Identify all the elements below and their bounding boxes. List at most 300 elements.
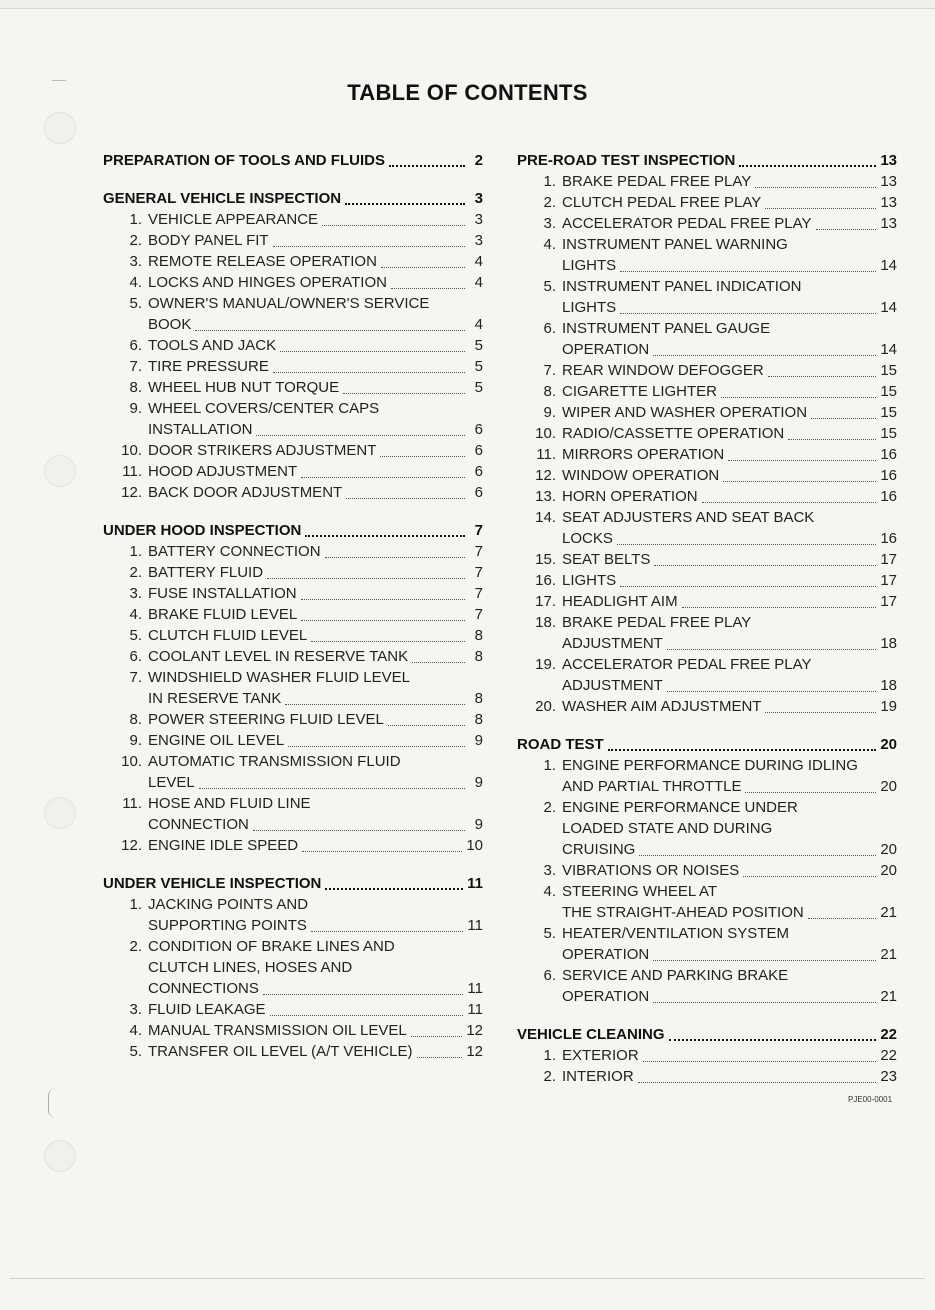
toc-entry [517,965,897,986]
toc-entry-text: THE STRAIGHT-AHEAD POSITION [562,904,804,921]
toc-entry [103,793,483,814]
toc-entry-text: VIBRATIONS OR NOISES [562,862,740,879]
toc-entry-text: BRAKE PEDAL FREE PLAY [562,173,752,190]
toc-page-number: 15 [880,362,897,379]
toc-entry-text: INTERIOR [562,1068,634,1085]
toc-entry-number: 2. [129,232,142,249]
toc-entry-number: 6. [543,320,556,337]
toc-page-number: 5 [474,337,483,354]
toc-entry-number: 16. [535,572,556,589]
toc-page-number: 11 [467,875,483,892]
toc-entry [103,251,483,272]
dot-leader [417,1056,463,1058]
toc-entry [517,696,897,717]
dot-leader [288,745,465,747]
toc-entry-text: CLUTCH PEDAL FREE PLAY [562,194,762,211]
toc-page-number: 9 [474,732,483,749]
toc-entry [103,957,483,978]
toc-entry-text: LOCKS [562,530,613,547]
toc-entry-text: BATTERY CONNECTION [148,543,321,560]
toc-entry-text: CONNECTION [148,816,249,833]
toc-entry [517,797,897,818]
toc-page-number: 16 [880,446,897,463]
toc-entry-number: 18. [535,614,556,631]
dot-leader [728,459,876,461]
toc-page-number: 5 [474,358,483,375]
toc-entry [103,482,483,503]
toc-entry-text: RADIO/CASSETTE OPERATION [562,425,785,442]
punch-hole [44,455,76,487]
toc-entry-number: 9. [543,404,556,421]
dot-leader [653,959,876,961]
toc-entry [103,440,483,461]
toc-entry [517,986,897,1007]
toc-entry [517,402,897,423]
toc-page-number: 2 [474,152,483,169]
toc-entry-number: 1. [129,211,142,228]
toc-entry [517,1045,897,1066]
toc-entry-number: 2. [543,1068,556,1085]
dot-leader [343,392,465,394]
dot-leader [346,497,465,499]
toc-entry-text: BACK DOOR ADJUSTMENT [148,484,343,501]
toc-page-number: 17 [880,551,897,568]
toc-page-number: 7 [474,543,483,560]
toc-entry-text: LIGHTS [562,257,617,274]
toc-entry-text: TRANSFER OIL LEVEL (A/T VEHICLE) [148,1043,413,1060]
toc-entry-text: LEVEL [148,774,195,791]
toc-entry [517,860,897,881]
dot-leader [643,1060,877,1062]
toc-page-number: 20 [880,841,897,858]
toc-entry-text: BRAKE PEDAL FREE PLAY [562,614,752,631]
toc-entry-number: 4. [129,606,142,623]
toc-entry [103,314,483,335]
toc-page-number: 7 [474,522,483,539]
dot-leader [739,164,876,167]
toc-page-number: 4 [474,316,483,333]
dot-leader [667,690,876,692]
toc-entry-text: COOLANT LEVEL IN RESERVE TANK [148,648,409,665]
toc-section [103,873,483,1062]
toc-page-number: 19 [880,698,897,715]
dot-leader [723,480,876,482]
toc-entry-text: INSTRUMENT PANEL GAUGE [562,320,771,337]
toc-entry [517,839,897,860]
toc-entry-text: ADJUSTMENT [562,677,663,694]
toc-entry-text: CRUISING [562,841,636,858]
toc-entry [103,835,483,856]
dot-leader [639,854,876,856]
dot-leader [325,556,465,558]
toc-entry-number: 8. [543,383,556,400]
punch-hole [44,112,76,144]
toc-entry [517,755,897,776]
dot-leader [285,703,465,705]
toc-entry-text: CLUTCH FLUID LEVEL [148,627,308,644]
toc-entry-text: ENGINE PERFORMANCE UNDER [562,799,798,816]
toc-page-number: 20 [880,778,897,795]
toc-entry-number: 4. [129,274,142,291]
dot-leader [325,887,463,890]
toc-heading [103,520,483,541]
dot-leader [322,224,465,226]
dot-leader [263,993,464,995]
dot-leader [253,829,465,831]
toc-entry-number: 2. [543,194,556,211]
toc-entry-number: 17. [535,593,556,610]
toc-entry-text: SERVICE AND PARKING BRAKE [562,967,789,984]
toc-page-number: 11 [467,980,483,997]
toc-entry [517,360,897,381]
toc-entry [517,465,897,486]
dot-leader [620,270,876,272]
toc-entry-text: BATTERY FLUID [148,564,264,581]
toc-entry-text: WHEEL COVERS/CENTER CAPS [148,400,380,417]
toc-page-number: 12 [466,1043,483,1060]
toc-page-number: 20 [880,862,897,879]
toc-entry-text: LOCKS AND HINGES OPERATION [148,274,387,291]
toc-entry [103,730,483,751]
toc-entry-number: 4. [543,236,556,253]
dot-leader [743,875,876,877]
dot-leader [617,543,876,545]
toc-page-number: 23 [880,1068,897,1085]
toc-entry-number: 11. [122,463,142,480]
toc-entry [517,423,897,444]
toc-entry-number: 5. [543,925,556,942]
toc-entry-text: SUPPORTING POINTS [148,917,307,934]
toc-section [517,734,897,1007]
toc-page-number: 22 [880,1026,897,1043]
toc-page-number: 13 [880,215,897,232]
toc-entry-text: CIGARETTE LIGHTER [562,383,718,400]
toc-entry [517,444,897,465]
toc-page-number: 16 [880,488,897,505]
toc-page-number: 20 [880,736,897,753]
document-code: PJE00-0001 [848,1095,893,1104]
toc-entry [103,356,483,377]
dot-leader [381,266,465,268]
margin-bracket [48,1088,61,1118]
toc-entry [517,654,897,675]
toc-page-number: 6 [474,442,483,459]
toc-entry-number: 5. [543,278,556,295]
dot-leader [199,787,465,789]
toc-page-number: 17 [880,593,897,610]
dot-leader [653,1001,876,1003]
toc-entry [103,583,483,604]
toc-heading-text: ROAD TEST [517,736,604,753]
toc-page-number: 14 [880,341,897,358]
toc-entry [517,675,897,696]
toc-entry-number: 3. [543,215,556,232]
toc-entry-number: 2. [129,564,142,581]
toc-entry-number: 8. [129,711,142,728]
toc-page-number: 3 [474,232,483,249]
toc-entry [517,255,897,276]
toc-entry [103,1041,483,1062]
toc-entry-text: CONDITION OF BRAKE LINES AND [148,938,395,955]
toc-entry-text: ACCELERATOR PEDAL FREE PLAY [562,656,812,673]
toc-page-number: 14 [880,257,897,274]
toc-entry-number: 3. [543,862,556,879]
toc-entry-text: HORN OPERATION [562,488,698,505]
toc-entry-text: SEAT BELTS [562,551,651,568]
toc-entry-text: MANUAL TRANSMISSION OIL LEVEL [148,1022,407,1039]
toc-page-number: 8 [474,690,483,707]
toc-entry-text: TIRE PRESSURE [148,358,269,375]
toc-section [103,520,483,856]
top-edge [0,0,935,9]
toc-entry [517,381,897,402]
toc-page-number: 8 [474,648,483,665]
dot-leader [765,711,876,713]
toc-page-number: 17 [880,572,897,589]
toc-entry-number: 5. [129,295,142,312]
toc-page-number: 7 [474,585,483,602]
toc-page-number: 8 [474,711,483,728]
toc-page-number: 3 [474,190,483,207]
toc-entry [103,1020,483,1041]
toc-entry-text: WINDOW OPERATION [562,467,720,484]
toc-heading [517,734,897,755]
toc-page-number: 11 [467,917,483,934]
dot-leader [391,287,465,289]
dot-leader [811,417,876,419]
toc-entry [517,902,897,923]
toc-entry [517,171,897,192]
toc-right-column [517,150,897,1104]
toc-entry-number: 8. [129,379,142,396]
dot-leader [768,375,877,377]
dot-leader [702,501,877,503]
toc-entry-number: 3. [129,585,142,602]
toc-entry-text: STEERING WHEEL AT [562,883,718,900]
toc-entry-text: FLUID LEAKAGE [148,1001,266,1018]
toc-entry-number: 1. [543,1047,556,1064]
dot-leader [301,619,465,621]
toc-entry-number: 9. [129,400,142,417]
toc-entry-number: 13. [535,488,556,505]
toc-entry [103,936,483,957]
dot-leader [305,534,465,537]
toc-entry-number: 3. [129,1001,142,1018]
toc-page-number: 22 [880,1047,897,1064]
toc-entry-number: 12. [121,837,142,854]
toc-entry-text: HOOD ADJUSTMENT [148,463,298,480]
toc-entry [517,486,897,507]
toc-page-number: 15 [880,404,897,421]
toc-entry-text: MIRRORS OPERATION [562,446,725,463]
toc-entry-number: 4. [129,1022,142,1039]
toc-page-number: 10 [466,837,483,854]
toc-entry-text: WINDSHIELD WASHER FLUID LEVEL [148,669,410,686]
toc-entry [517,591,897,612]
toc-entry-number: 6. [543,967,556,984]
toc-heading [103,150,483,171]
toc-entry-text: CONNECTIONS [148,980,259,997]
dot-leader [311,640,465,642]
dot-leader [788,438,876,440]
toc-entry [517,192,897,213]
toc-page-number: 18 [880,677,897,694]
toc-entry-text: WASHER AIM ADJUSTMENT [562,698,762,715]
dot-leader [669,1038,877,1041]
toc-entry-text: TOOLS AND JACK [148,337,277,354]
toc-entry [103,293,483,314]
toc-page-number: 6 [474,463,483,480]
toc-entry-text: POWER STEERING FLUID LEVEL [148,711,384,728]
toc-page-number: 13 [880,152,897,169]
toc-entry-number: 20. [535,698,556,715]
toc-entry-number: 12. [121,484,142,501]
toc-entry [103,398,483,419]
toc-heading [103,188,483,209]
toc-section [517,150,897,717]
toc-entry-number: 1. [129,543,142,560]
dot-leader [267,577,465,579]
toc-entry [517,297,897,318]
dot-leader [388,724,465,726]
toc-entry-text: ENGINE PERFORMANCE DURING IDLING [562,757,858,774]
toc-entry-text: OPERATION [562,341,650,358]
toc-entry [103,272,483,293]
toc-entry [103,915,483,936]
dot-leader [808,917,877,919]
toc-page-number: 4 [474,274,483,291]
toc-entry [103,625,483,646]
toc-entry-number: 9. [129,732,142,749]
toc-page-number: 4 [474,253,483,270]
page-title: TABLE OF CONTENTS [347,80,588,105]
toc-entry-text: CLUTCH LINES, HOSES AND [148,959,353,976]
toc-entry-number: 6. [129,648,142,665]
toc-entry-text: JACKING POINTS AND [148,896,309,913]
toc-entry [103,894,483,915]
toc-entry [517,339,897,360]
toc-entry-number: 1. [129,896,142,913]
toc-entry-text: AUTOMATIC TRANSMISSION FLUID [148,753,401,770]
toc-entry-text: BODY PANEL FIT [148,232,269,249]
toc-entry-number: 6. [129,337,142,354]
toc-entry-text: AND PARTIAL THROTTLE [562,778,742,795]
toc-page-number: 5 [474,379,483,396]
toc-entry-text: WHEEL HUB NUT TORQUE [148,379,340,396]
toc-page-number: 9 [474,816,483,833]
toc-entry [103,377,483,398]
toc-entry-text: LOADED STATE AND DURING [562,820,773,837]
toc-entry-number: 5. [129,1043,142,1060]
toc-entry-text: INSTRUMENT PANEL WARNING [562,236,788,253]
toc-entry-number: 14. [535,509,556,526]
dot-leader [301,476,465,478]
toc-entry-number: 4. [543,883,556,900]
toc-entry-number: 1. [543,173,556,190]
toc-entry-text: INSTRUMENT PANEL INDICATION [562,278,802,295]
bottom-edge [10,1278,925,1279]
toc-entry [103,772,483,793]
toc-entry-number: 7. [129,358,142,375]
toc-entry-text: ACCELERATOR PEDAL FREE PLAY [562,215,812,232]
toc-entry [517,881,897,902]
toc-page-number: 6 [474,484,483,501]
toc-entry-number: 7. [129,669,142,686]
toc-entry-text: ENGINE IDLE SPEED [148,837,299,854]
toc-entry [517,612,897,633]
toc-page-number: 14 [880,299,897,316]
toc-page-number: 21 [880,904,897,921]
toc-entry [517,944,897,965]
toc-entry [517,234,897,255]
dot-leader [638,1081,877,1083]
toc-entry-number: 1. [543,757,556,774]
toc-entry-number: 5. [129,627,142,644]
toc-heading-text: UNDER HOOD INSPECTION [103,522,302,539]
punch-hole [44,797,76,829]
toc-entry [103,978,483,999]
toc-entry-number: 10. [121,442,142,459]
toc-entry [517,549,897,570]
toc-page-number: 16 [880,467,897,484]
toc-page-number: 8 [474,627,483,644]
toc-heading-text: UNDER VEHICLE INSPECTION [103,875,322,892]
dot-leader [620,585,876,587]
toc-heading-text: VEHICLE CLEANING [517,1026,665,1043]
toc-entry-text: IN RESERVE TANK [148,690,282,707]
toc-entry-text: ADJUSTMENT [562,635,663,652]
toc-entry-number: 11. [536,446,556,463]
toc-entry [517,776,897,797]
toc-entry [103,688,483,709]
toc-entry [517,923,897,944]
toc-section [517,1024,897,1087]
toc-entry [103,667,483,688]
toc-entry-number: 11. [122,795,142,812]
dot-leader [301,598,465,600]
toc-section [103,188,483,503]
toc-heading-text: GENERAL VEHICLE INSPECTION [103,190,342,207]
toc-entry [103,814,483,835]
dot-leader [280,350,465,352]
toc-page-number: 21 [880,988,897,1005]
toc-entry [517,507,897,528]
toc-entry [103,999,483,1020]
dot-leader [380,455,465,457]
toc-entry [517,528,897,549]
toc-entry [103,604,483,625]
dot-leader [620,312,876,314]
toc-page-number: 12 [466,1022,483,1039]
dot-leader [816,228,877,230]
toc-entry-text: DOOR STRIKERS ADJUSTMENT [148,442,377,459]
toc-section [103,150,483,171]
dot-leader [654,564,876,566]
toc-entry [103,461,483,482]
dot-leader [270,1014,464,1016]
toc-page-number: 18 [880,635,897,652]
toc-entry [517,570,897,591]
toc-entry-number: 15. [535,551,556,568]
dot-leader [345,202,465,205]
toc-entry-number: 10. [121,753,142,770]
dot-leader [667,648,876,650]
toc-entry-text: OPERATION [562,946,650,963]
toc-entry [103,646,483,667]
toc-entry [103,562,483,583]
toc-entry-text: VEHICLE APPEARANCE [148,211,319,228]
toc-entry [517,818,897,839]
